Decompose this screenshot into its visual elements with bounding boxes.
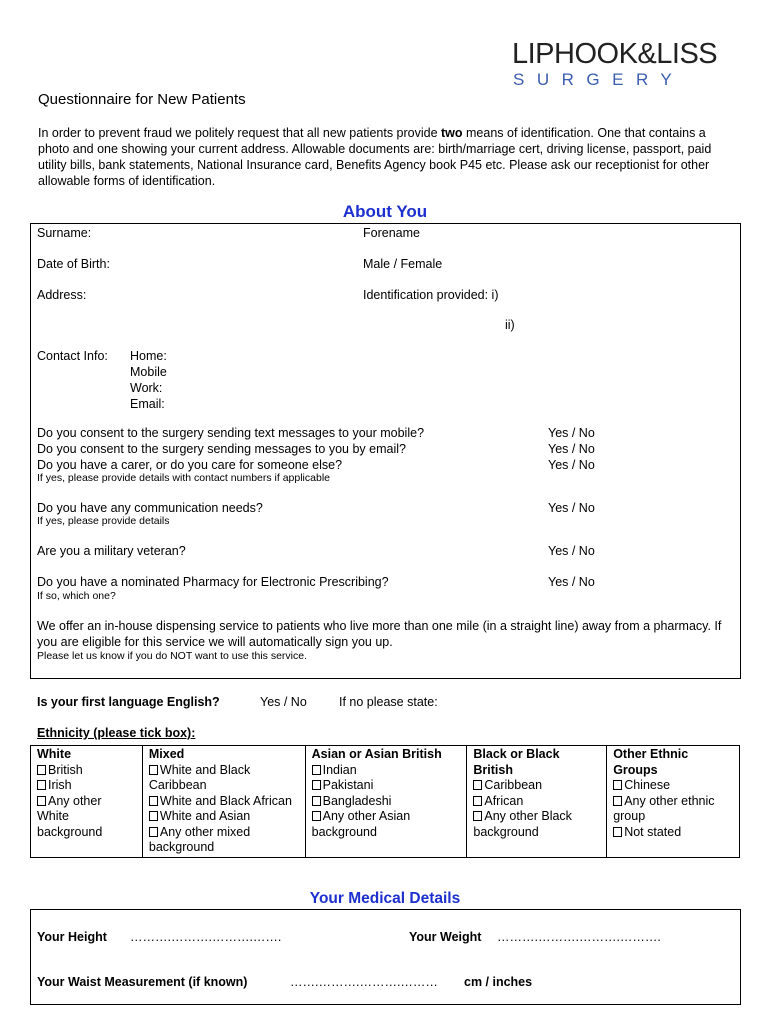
ethnicity-option[interactable]: Any other ethnic group (613, 793, 715, 823)
checkbox-icon[interactable] (149, 765, 158, 775)
checkbox-icon[interactable] (37, 796, 46, 806)
identification-2-field[interactable]: ii) (505, 318, 515, 332)
ethnicity-option[interactable]: Indian (312, 763, 461, 779)
first-language-yes-no[interactable]: Yes / No (260, 695, 307, 709)
height-label: Your Height (37, 930, 107, 944)
email-consent-yes-no[interactable]: Yes / No (548, 442, 595, 456)
mobile-phone-field[interactable]: Mobile (130, 365, 167, 379)
pharmacy-yes-no[interactable]: Yes / No (548, 575, 595, 589)
ethnicity-option[interactable]: Not stated (613, 825, 733, 841)
ethnicity-column-other (607, 746, 740, 858)
pharmacy-question: Do you have a nominated Pharmacy for Electronic Prescribing? (37, 575, 389, 589)
veteran-question: Are you a military veteran? (37, 544, 186, 558)
checkbox-icon[interactable] (149, 796, 158, 806)
forename-field[interactable]: Forename (363, 226, 420, 240)
ethnicity-group-heading: Mixed (148, 747, 185, 761)
address-field[interactable]: Address: (37, 288, 87, 302)
checkbox-icon[interactable] (613, 827, 622, 837)
ethnicity-column-white (31, 746, 143, 858)
ethnicity-option[interactable]: Any other mixed background (148, 824, 251, 854)
veteran-yes-no[interactable]: Yes / No (548, 544, 595, 558)
checkbox-icon[interactable] (149, 827, 158, 837)
practice-logo-subtitle: SURGERY (513, 70, 685, 89)
checkbox-icon[interactable] (37, 780, 46, 790)
checkbox-icon[interactable] (473, 796, 482, 806)
first-language-question: Is your first language English? (37, 695, 220, 709)
ethnicity-option[interactable]: Irish (37, 778, 136, 794)
medical-details-section (30, 909, 741, 1005)
ethnicity-column-mixed (142, 746, 305, 858)
ethnicity-option[interactable]: African (473, 794, 600, 810)
ethnicity-option[interactable]: Any other Black background (473, 809, 572, 839)
first-language-state-field[interactable]: If no please state: (339, 695, 438, 709)
ethnicity-option[interactable]: Any other White background (37, 793, 103, 839)
dispensing-info: We offer an in-house dispensing service to patients who live more than one mile (in a straight line) away from a pharmacy. If you are eligible for this service we will automatically sign you up. (37, 619, 722, 649)
checkbox-icon[interactable] (613, 780, 622, 790)
checkbox-icon[interactable] (312, 796, 321, 806)
practice-logo-name: LIPHOOK&LISS (512, 38, 718, 70)
ethnicity-heading: Ethnicity (please tick box): (37, 726, 196, 740)
waist-field[interactable]: …….……….……….……… (290, 975, 438, 989)
ethnicity-column-asian (305, 746, 467, 858)
contact-info-label: Contact Info: (37, 349, 108, 363)
ethnicity-group-heading: Other Ethnic Groups (613, 747, 689, 777)
gender-field[interactable]: Male / Female (363, 257, 443, 271)
carer-question: Do you have a carer, or do you care for someone else? (37, 458, 343, 472)
ethnicity-option[interactable]: White and Asian (149, 809, 299, 825)
ethnicity-option[interactable]: British (37, 763, 136, 779)
communication-question: Do you have any communication needs? (37, 501, 263, 515)
carer-yes-no[interactable]: Yes / No (548, 458, 595, 472)
weight-label: Your Weight (409, 930, 482, 944)
checkbox-icon[interactable] (613, 796, 622, 806)
about-you-heading: About You (342, 202, 428, 221)
waist-label: Your Waist Measurement (if known) (37, 975, 248, 989)
communication-note: If yes, please provide details (37, 515, 170, 527)
ethnicity-option[interactable]: Caribbean (473, 778, 600, 794)
checkbox-icon[interactable] (312, 780, 321, 790)
email-field[interactable]: Email: (130, 397, 165, 411)
checkbox-icon[interactable] (37, 765, 46, 775)
form-title: Questionnaire for New Patients (38, 91, 246, 108)
work-phone-field[interactable]: Work: (130, 381, 163, 395)
checkbox-icon[interactable] (149, 811, 158, 821)
ethnicity-option[interactable]: White and Black African (149, 794, 299, 810)
waist-units: cm / inches (464, 975, 533, 989)
ethnicity-column-black (467, 746, 607, 858)
text-consent-yes-no[interactable]: Yes / No (548, 426, 595, 440)
medical-details-heading: Your Medical Details (309, 890, 461, 907)
checkbox-icon[interactable] (473, 780, 482, 790)
text-consent-question: Do you consent to the surgery sending text messages to your mobile? (37, 426, 425, 440)
carer-note: If yes, please provide details with contact numbers if applicable (37, 472, 330, 484)
ethnicity-table (30, 745, 740, 858)
height-field[interactable]: ……….……….……….……. (130, 930, 282, 944)
ethnicity-option[interactable]: Pakistani (312, 778, 461, 794)
checkbox-icon[interactable] (312, 765, 321, 775)
checkbox-icon[interactable] (312, 811, 321, 821)
ethnicity-option[interactable]: Bangladeshi (312, 794, 461, 810)
identification-1-field[interactable]: Identification provided: i) (363, 288, 499, 302)
dob-field[interactable]: Date of Birth: (37, 257, 110, 271)
ethnicity-option[interactable]: Chinese (613, 778, 733, 794)
home-phone-field[interactable]: Home: (130, 349, 167, 363)
surname-field[interactable]: Surname: (37, 226, 92, 240)
ethnicity-group-heading: Black or Black British (473, 747, 560, 777)
pharmacy-note: If so, which one? (37, 590, 116, 602)
checkbox-icon[interactable] (473, 811, 482, 821)
ethnicity-group-heading: White (37, 747, 72, 761)
email-consent-question: Do you consent to the surgery sending messages to you by email? (37, 442, 406, 456)
weight-field[interactable]: ……….……….……….………. (497, 930, 661, 944)
ethnicity-group-heading: Asian or Asian British (311, 747, 442, 761)
ethnicity-option[interactable]: Any other Asian background (311, 809, 411, 839)
intro-paragraph: In order to prevent fraud we politely request that all new patients provide two means of identification. One that contains a photo and one showing your current address. Allowable documents are: birth/marriage cert, driving license, passport, paid utility bills, bank statements, National Insurance card, Benefits Agency book P45 etc. Please ask our receptionist for other allowable forms of identification. (38, 126, 712, 188)
dispensing-note: Please let us know if you do NOT want to use this service. (37, 650, 308, 662)
ethnicity-option[interactable]: White and Black Caribbean (148, 762, 251, 792)
communication-yes-no[interactable]: Yes / No (548, 501, 595, 515)
